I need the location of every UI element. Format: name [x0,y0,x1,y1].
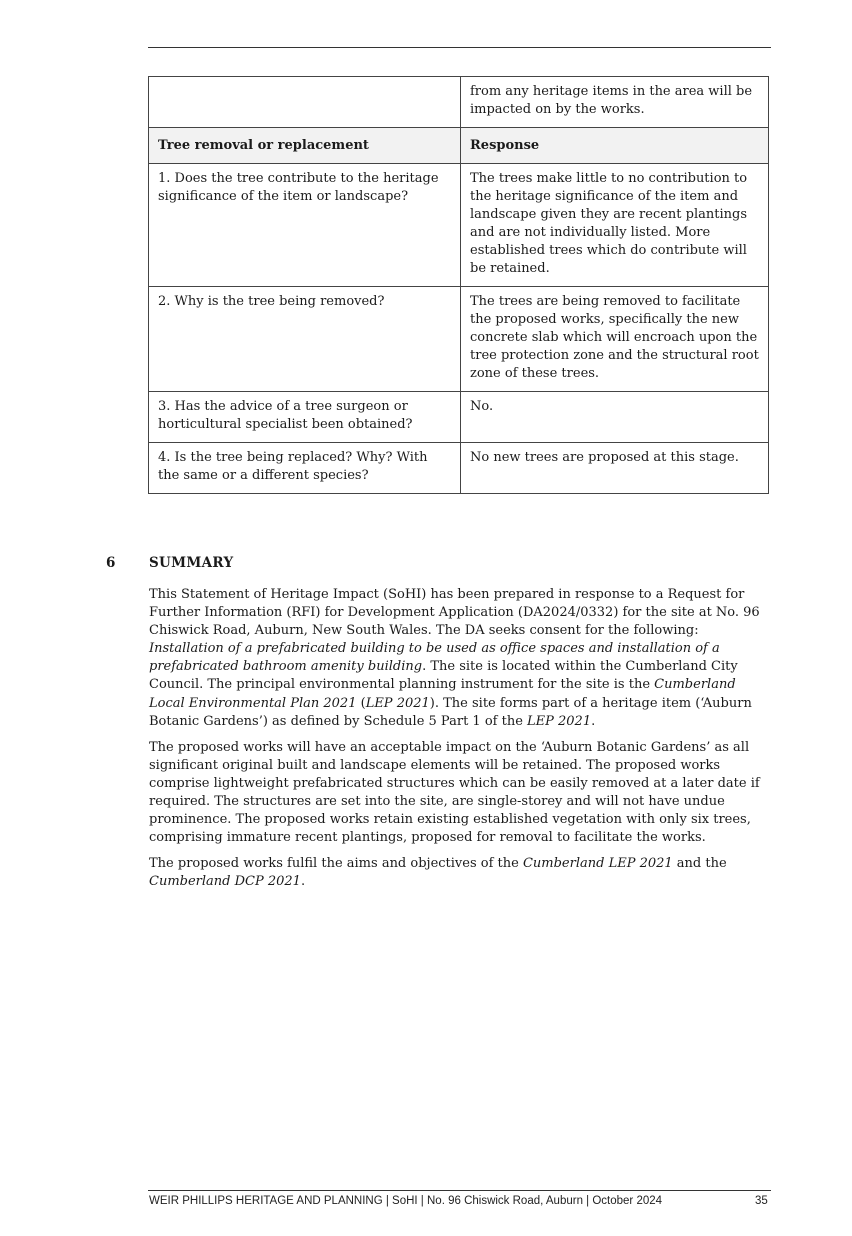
footer-rule [148,1190,771,1191]
table-cell-question: 1. Does the tree contribute to the heritage significance of the item or landscape? [149,164,461,287]
italic-run: Cumberland DCP 2021 [149,874,301,890]
summary-paragraph-1 [149,586,771,731]
table-cell-response: The trees are being removed to facilitate the proposed works, specifically the new concrete slab which will encroach upon the tree protection zone and the structural root zone of these trees. [461,287,769,392]
text-run: ( [356,695,366,711]
italic-run: Installation of a prefabricated building to be used as office spaces and installation of a prefabricated bathroom amenity building [149,641,720,675]
summary-body [149,586,771,900]
page-number: 35 [755,1195,768,1207]
table-cell-response: No. [461,392,769,443]
tree-assessment-table [148,76,769,494]
text-run: and the [672,856,727,872]
table-cell-response: No new trees are proposed at this stage. [461,443,769,494]
text-run: . [591,713,596,729]
header-rule [148,47,771,48]
summary-paragraph-3 [149,855,771,891]
italic-run: LEP 2021 [527,713,592,729]
table-header-question: Tree removal or replacement [149,128,461,164]
table-cell-question: 3. Has the advice of a tree surgeon or horticultural specialist been obtained? [149,392,461,443]
table-row [149,287,769,392]
table-cell-empty [149,77,461,128]
table-cell-response: The trees make little to no contribution to the heritage significance of the item and landscape given they are recent plantings and are not individually listed. More established trees which do contribute will be retained. [461,164,769,287]
summary-paragraph-2: The proposed works will have an acceptable impact on the ‘Auburn Botanic Gardens’ as all significant original built and landscape elements will be retained. The proposed works comprise lightweight prefabricated structures which can be easily removed at a later date if required. The structures are set into the site, are single-storey and will not have undue prominence. The proposed works retain existing established vegetation with only six trees, comprising immature recent plantings, proposed for removal to facilitate the works. [149,739,760,846]
italic-run: Cumberland LEP 2021 [522,856,673,872]
section-title: SUMMARY [149,555,234,571]
italic-run: LEP 2021 [365,695,430,711]
table-cell-question: 2. Why is the tree being removed? [149,287,461,392]
table-header-row [149,128,769,164]
italic-run: Cumberland Local Environmental Plan 2021 [149,677,736,711]
text-run: . The site is located within the Cumberland City Council. The principal environmental planning instrument for the site is the [149,659,738,693]
footer-text: WEIR PHILLIPS HERITAGE AND PLANNING | SoHI | No. 96 Chiswick Road, Auburn | October 2024 [149,1195,663,1207]
table-header-response: Response [461,128,769,164]
table-cell-response: from any heritage items in the area will be impacted on by the works. [461,77,769,128]
table-row [149,77,769,128]
text-run: . [300,874,306,890]
text-run: This Statement of Heritage Impact (SoHI) has been prepared in response to a Request for Further Information (RFI) for Development Application (DA2024/0332) for the site at No. 96 Chiswick Road, Auburn, New South Wales. The DA seeks consent for the following: [149,587,760,639]
text-run: The proposed works fulfil the aims and objectives of the [149,856,523,872]
text-run: ). The site forms part of a heritage item (‘Auburn Botanic Gardens’) as defined by Schedule 5 Part 1 of the [149,695,752,729]
table-row [149,164,769,287]
table-row [149,392,769,443]
table-row [149,443,769,494]
section-number: 6 [106,555,116,571]
table-cell-question: 4. Is the tree being replaced? Why? With the same or a different species? [149,443,461,494]
